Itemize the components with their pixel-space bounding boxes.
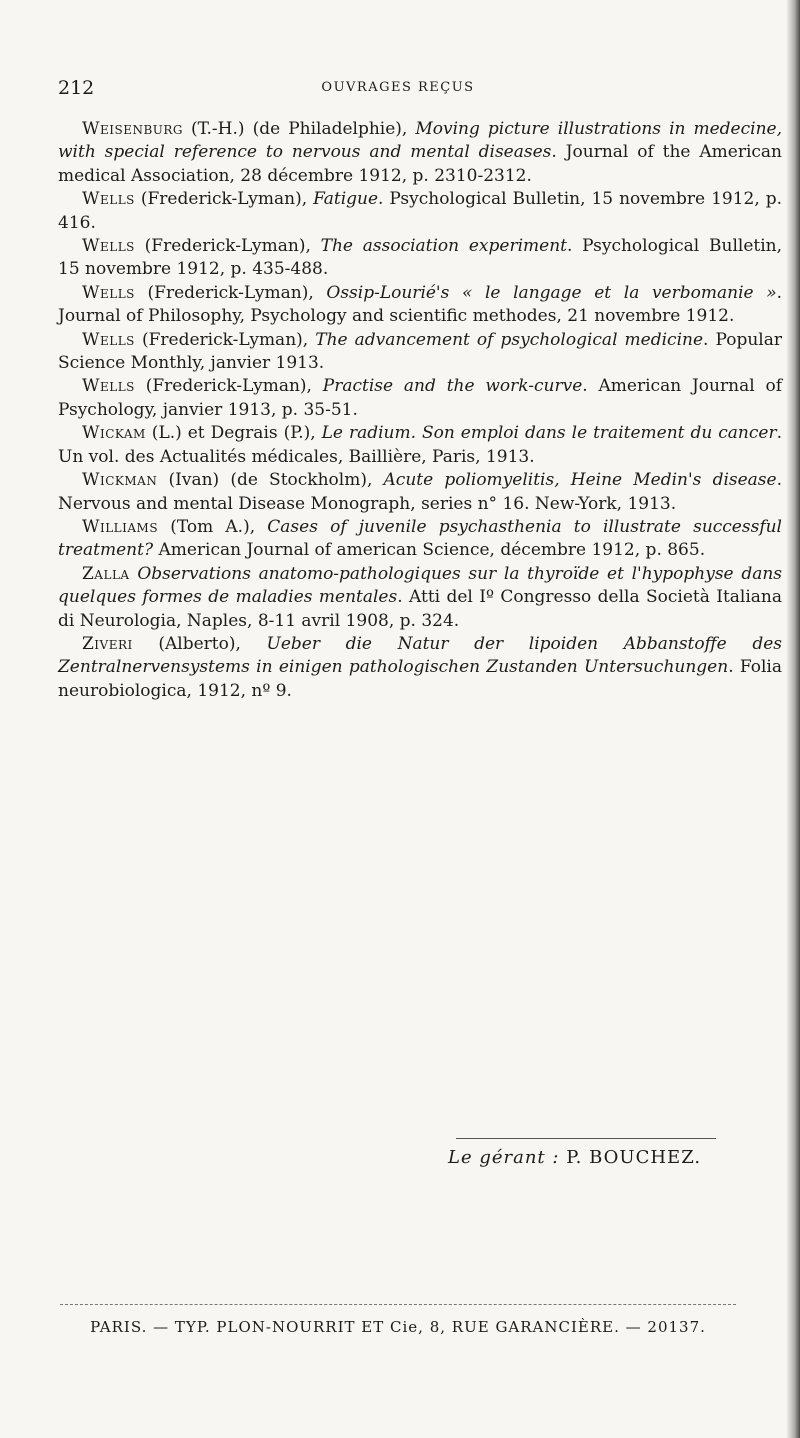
entry-author: Wells (82, 282, 135, 303)
entry-title: Observations anatomo-pathologiques sur la thyroïde et l'hypophyse dans quelques formes de maladies mentales (58, 563, 783, 608)
entry-author: Wickman (82, 470, 158, 491)
page-header (58, 77, 738, 101)
entry-title: Ossip-Lourié's « le langage et la verbomanie » (326, 282, 777, 303)
bibliography-list (58, 118, 782, 703)
page-number: 212 (58, 77, 95, 99)
bibliography-entry (58, 516, 782, 563)
bibliography-entry (58, 188, 782, 235)
entry-author: Wells (82, 189, 135, 210)
page-edge-shadow (786, 0, 800, 1438)
entry-details: (T.-H.) (de Philadelphie), (183, 119, 416, 139)
entry-publication: . Psychological Bulletin, 15 novembre 1912, p. 435-488. (58, 236, 782, 280)
entry-publication: . Psychological Bulletin, 15 novembre 1912, p. 416. (58, 189, 783, 233)
entry-publication: . Journal of the American medical Association, 28 décembre 1912, p. 2310-2312. (58, 142, 782, 186)
entry-author: Zalla (82, 563, 130, 584)
entry-author: Ziveri (82, 633, 133, 654)
entry-title: Le radium. Son emploi dans le traitement du cancer (321, 423, 777, 444)
entry-publication: . Nervous and mental Disease Monograph, series n° 16. New-York, 1913. (58, 470, 782, 514)
printer-imprint: PARIS. — TYP. PLON-NOURRIT ET Cie, 8, RUE GARANCIÈRE. — 20137. (90, 1318, 706, 1336)
bibliography-entry (58, 118, 782, 188)
entry-title: Cases of juvenile psychasthenia to illustrate successful treatment? (58, 516, 782, 561)
entry-details: (Alberto), (132, 633, 267, 654)
entry-author: Weisenburg (82, 119, 184, 139)
entry-publication: . Journal of Philosophy, Psychology and scientific methodes, 21 novembre 1912. (58, 282, 783, 327)
entry-publication: . Un vol. des Actualités médicales, Baillière, Paris, 1913. (58, 423, 782, 467)
signature-name: P. BOUCHEZ. (566, 1147, 702, 1168)
entry-title: Ueber die Natur der lipoiden Abbanstoffe des Zentralnervensystems in einigen pathologischen Zustanden Untersuchungen (58, 633, 782, 678)
signature-block (448, 1138, 738, 1168)
entry-publication: . Atti del Iº Congresso della Società Italiana di Neurologia, Naples, 8-11 avril 1908, p. 324. (58, 587, 783, 631)
entry-author: Wells (82, 329, 135, 350)
imprint-divider (60, 1304, 736, 1305)
entry-details: (Tom A.), (158, 516, 268, 537)
bibliography-entry (58, 422, 782, 469)
entry-details: (Frederick-Lyman), (134, 329, 316, 350)
bibliography-entry (58, 282, 782, 329)
entry-title: Moving picture illustrations in medecine, with special reference to nervous and mental diseases (58, 119, 782, 163)
bibliography-entry (58, 329, 782, 376)
bibliography-entry (58, 469, 782, 516)
entry-author: Williams (82, 516, 159, 537)
entry-details: (Frederick-Lyman), (134, 189, 314, 210)
bibliography-entry (58, 375, 782, 422)
bibliography-entry (58, 563, 782, 633)
signature-rule (456, 1138, 716, 1139)
entry-title: Fatigue (313, 189, 379, 210)
bibliography-entry (58, 235, 782, 282)
entry-title: The association experiment (320, 236, 567, 257)
signature-label: Le gérant : (448, 1147, 560, 1168)
entry-publication: American Journal of american Science, décembre 1912, p. 865. (153, 540, 706, 561)
running-title: OUVRAGES REÇUS (321, 80, 475, 95)
bibliography-entry (58, 633, 782, 703)
entry-publication: . Popular Science Monthly, janvier 1913. (58, 329, 782, 374)
entry-author: Wickam (82, 423, 146, 444)
entry-title: The advancement of psychological medicine (315, 329, 704, 350)
entry-author: Wells (82, 236, 135, 257)
entry-details: (Frederick-Lyman), (134, 236, 321, 257)
entry-publication: . Folia neurobiologica, 1912, nº 9. (58, 657, 782, 701)
entry-details: (Frederick-Lyman), (134, 376, 323, 397)
entry-title: Practise and the work-curve (322, 376, 583, 397)
entry-details: (Ivan) (de Stockholm), (157, 470, 384, 491)
entry-details: (L.) et Degrais (P.), (145, 423, 322, 444)
entry-author: Wells (82, 376, 135, 397)
entry-publication: . American Journal of Psychology, janvier 1913, p. 35-51. (58, 376, 782, 420)
entry-details: (Frederick-Lyman), (134, 282, 327, 303)
entry-title: Acute poliomyelitis, Heine Medin's disease (383, 470, 777, 491)
